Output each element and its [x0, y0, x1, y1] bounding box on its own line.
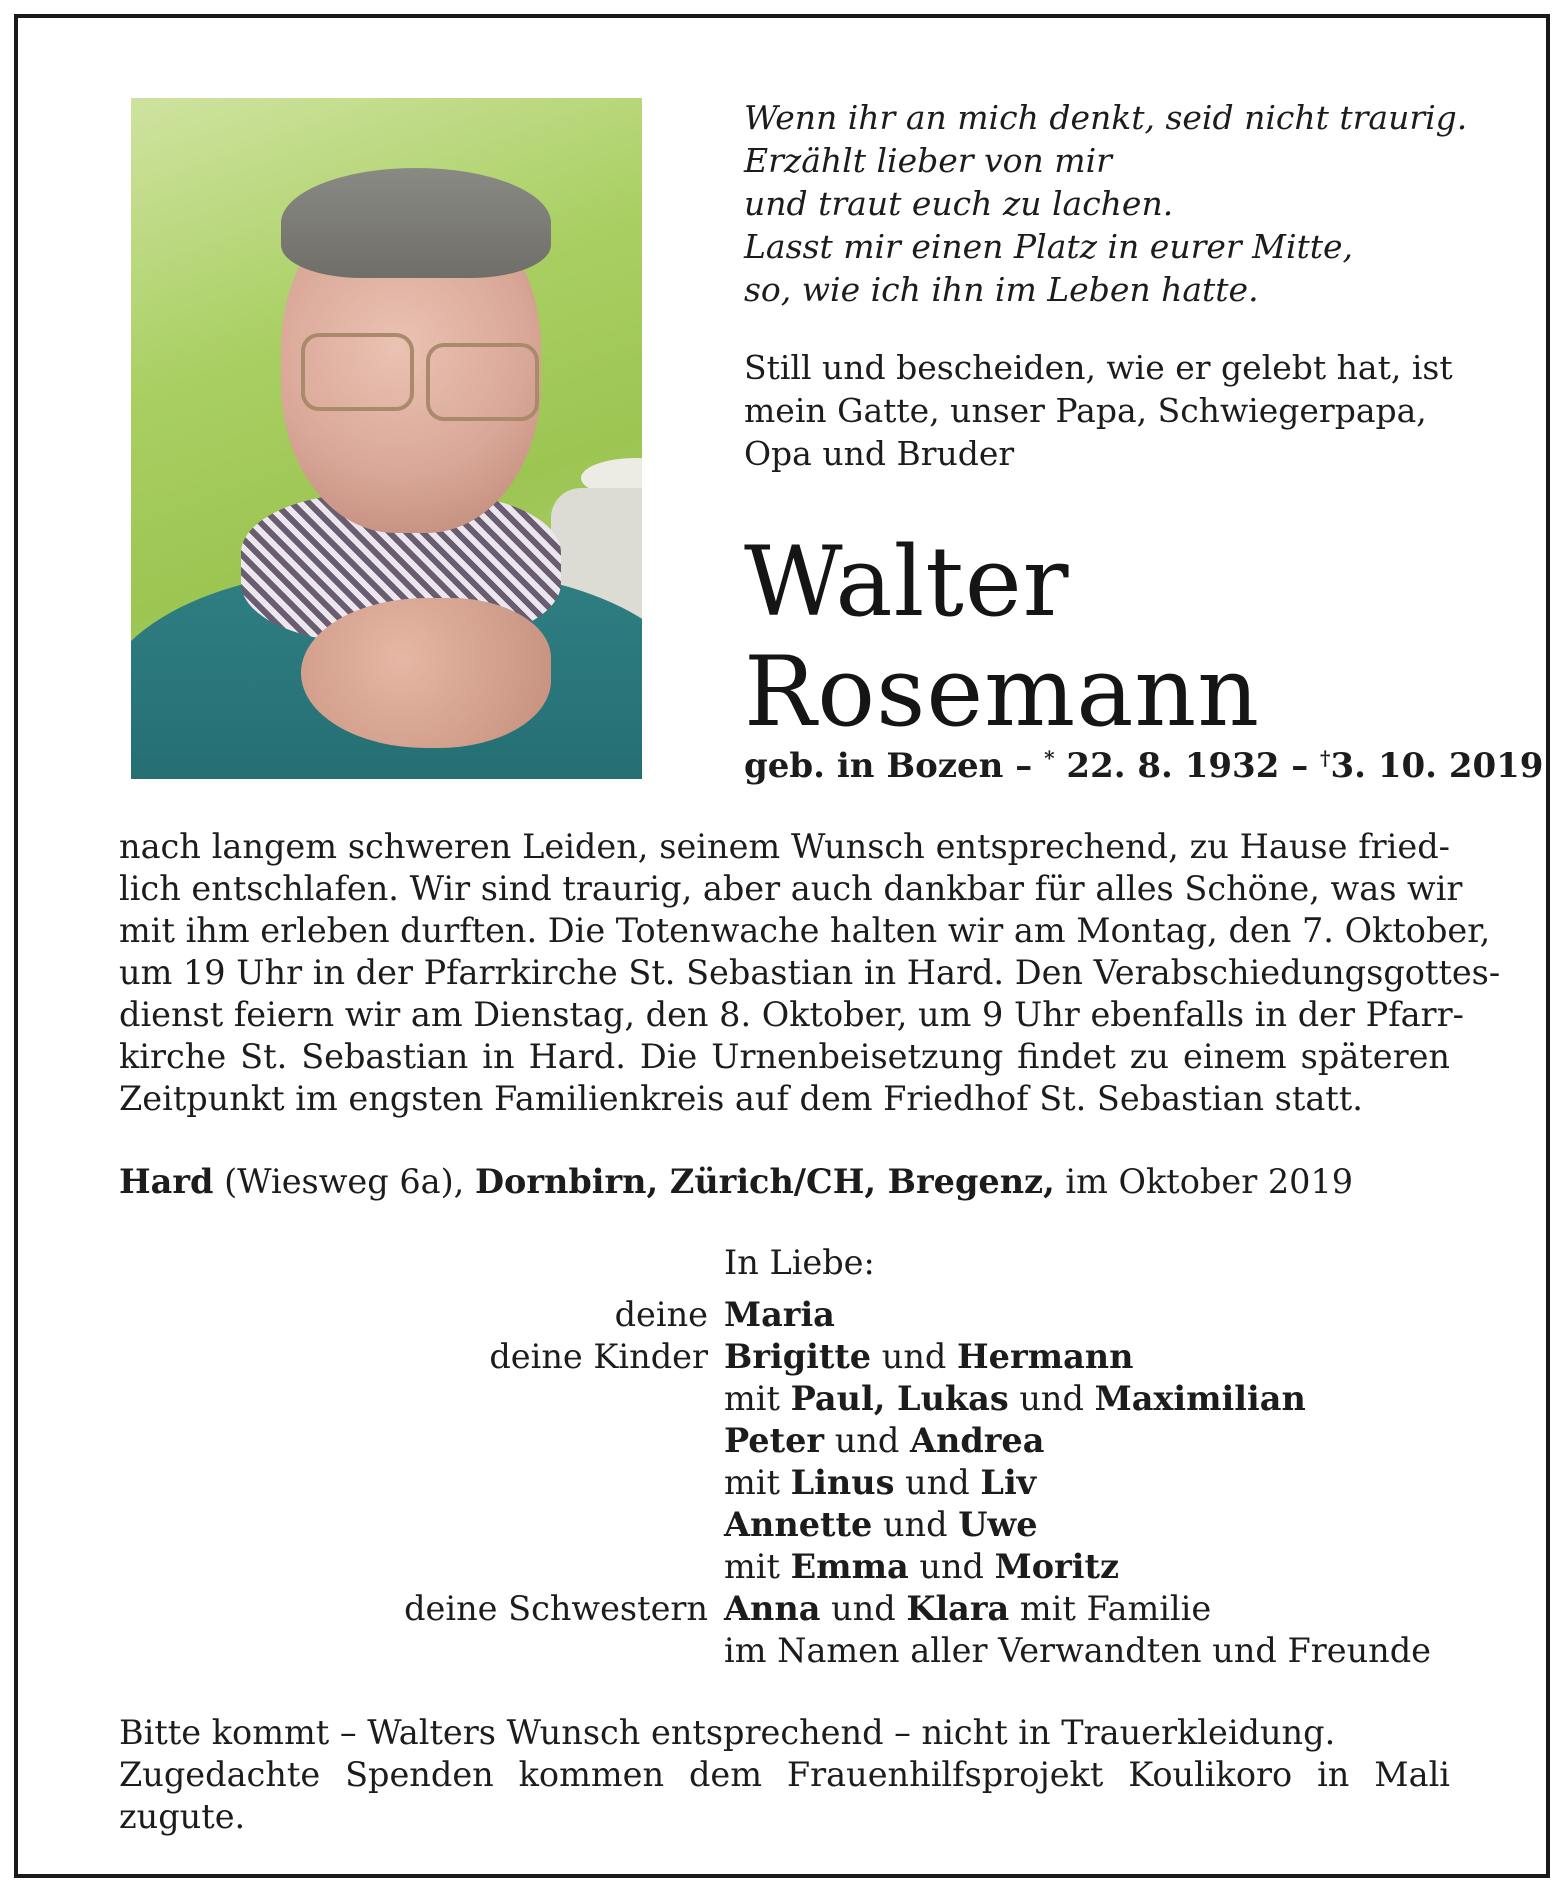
- all-relatives-line: im Namen aller Verwandten und Freunde: [724, 1631, 1432, 1670]
- body-line: mit ihm erleben durften. Die Totenwache halten wir am Montag, den 7. Oktober,: [119, 911, 1491, 950]
- death-date: 3. 10. 2019: [1330, 746, 1544, 786]
- grandchildren-row: mit Paul, Lukas und Maximilian: [724, 1379, 1306, 1418]
- wife-name: Maria: [724, 1295, 835, 1334]
- child-row: Peter und Andrea: [724, 1421, 1045, 1460]
- intro-line: Opa und Bruder: [744, 434, 1015, 473]
- place-hard: Hard: [119, 1162, 214, 1201]
- body-line: kirche St. Sebastian in Hard. Die Urnenbeisetzung findet zu einem späteren: [119, 1037, 1450, 1076]
- poem-line: Lasst mir einen Platz in eurer Mitte,: [744, 227, 1354, 266]
- grandchildren-row: mit Emma und Moritz: [724, 1547, 1119, 1586]
- body-line: Zeitpunkt im engsten Familienkreis auf dem Friedhof St. Sebastian statt.: [119, 1079, 1363, 1118]
- name-first: Walter: [744, 526, 1070, 638]
- place-address: (Wiesweg 6a),: [213, 1162, 475, 1201]
- birth-death-dates: [744, 746, 1543, 786]
- dates-prefix: geb. in Bozen –: [744, 746, 1033, 786]
- intro-line: Still und bescheiden, wie er gelebt hat, ist: [744, 348, 1453, 387]
- grandchildren-row: mit Linus und Liv: [724, 1463, 1037, 1502]
- portrait-photo: [131, 98, 642, 779]
- closing-line: Bitte kommt – Walters Wunsch entsprechend – nicht in Trauerkleidung.: [119, 1713, 1336, 1752]
- birth-date: 22. 8. 1932 –: [1066, 746, 1309, 786]
- relation-label: deine Kinder: [489, 1337, 708, 1376]
- child-row: Annette und Uwe: [724, 1505, 1038, 1544]
- relation-label: deine Schwestern: [404, 1589, 708, 1628]
- closing-line: Zugedachte Spenden kommen dem Frauenhilfsprojekt Koulikoro in Mali zugute.: [119, 1755, 1450, 1836]
- poem-line: und traut euch zu lachen.: [744, 184, 1174, 223]
- relation-label: deine: [614, 1295, 708, 1334]
- body-line: um 19 Uhr in der Pfarrkirche St. Sebastian in Hard. Den Verabschiedungsgottes-: [119, 953, 1501, 992]
- place-date: im Oktober 2019: [1054, 1162, 1354, 1201]
- body-line: nach langem schweren Leiden, seinem Wunsch entsprechend, zu Hause fried-: [119, 827, 1450, 866]
- sisters-row: Anna und Klara mit Familie: [724, 1589, 1212, 1628]
- child-row: Brigitte und Hermann: [724, 1337, 1134, 1376]
- birth-symbol: *: [1044, 746, 1055, 770]
- poem-line: Erzählt lieber von mir: [744, 141, 1112, 180]
- poem-line: so, wie ich ihn im Leben hatte.: [744, 270, 1259, 309]
- name-last: Rosemann: [744, 636, 1261, 748]
- intro-line: mein Gatte, unser Papa, Schwiegerpapa,: [744, 391, 1427, 430]
- poem-line: Wenn ihr an mich denkt, seid nicht traurig.: [744, 98, 1468, 137]
- love-title: In Liebe:: [724, 1243, 875, 1282]
- death-symbol: †: [1320, 746, 1331, 770]
- place-cities: Dornbirn, Zürich/CH, Bregenz,: [474, 1162, 1055, 1201]
- body-line: lich entschlafen. Wir sind traurig, aber auch dankbar für alles Schöne, was wir: [119, 869, 1463, 908]
- body-line: dienst feiern wir am Dienstag, den 8. Oktober, um 9 Uhr ebenfalls in der Pfarr-: [119, 995, 1464, 1034]
- place-line: [119, 1162, 1353, 1201]
